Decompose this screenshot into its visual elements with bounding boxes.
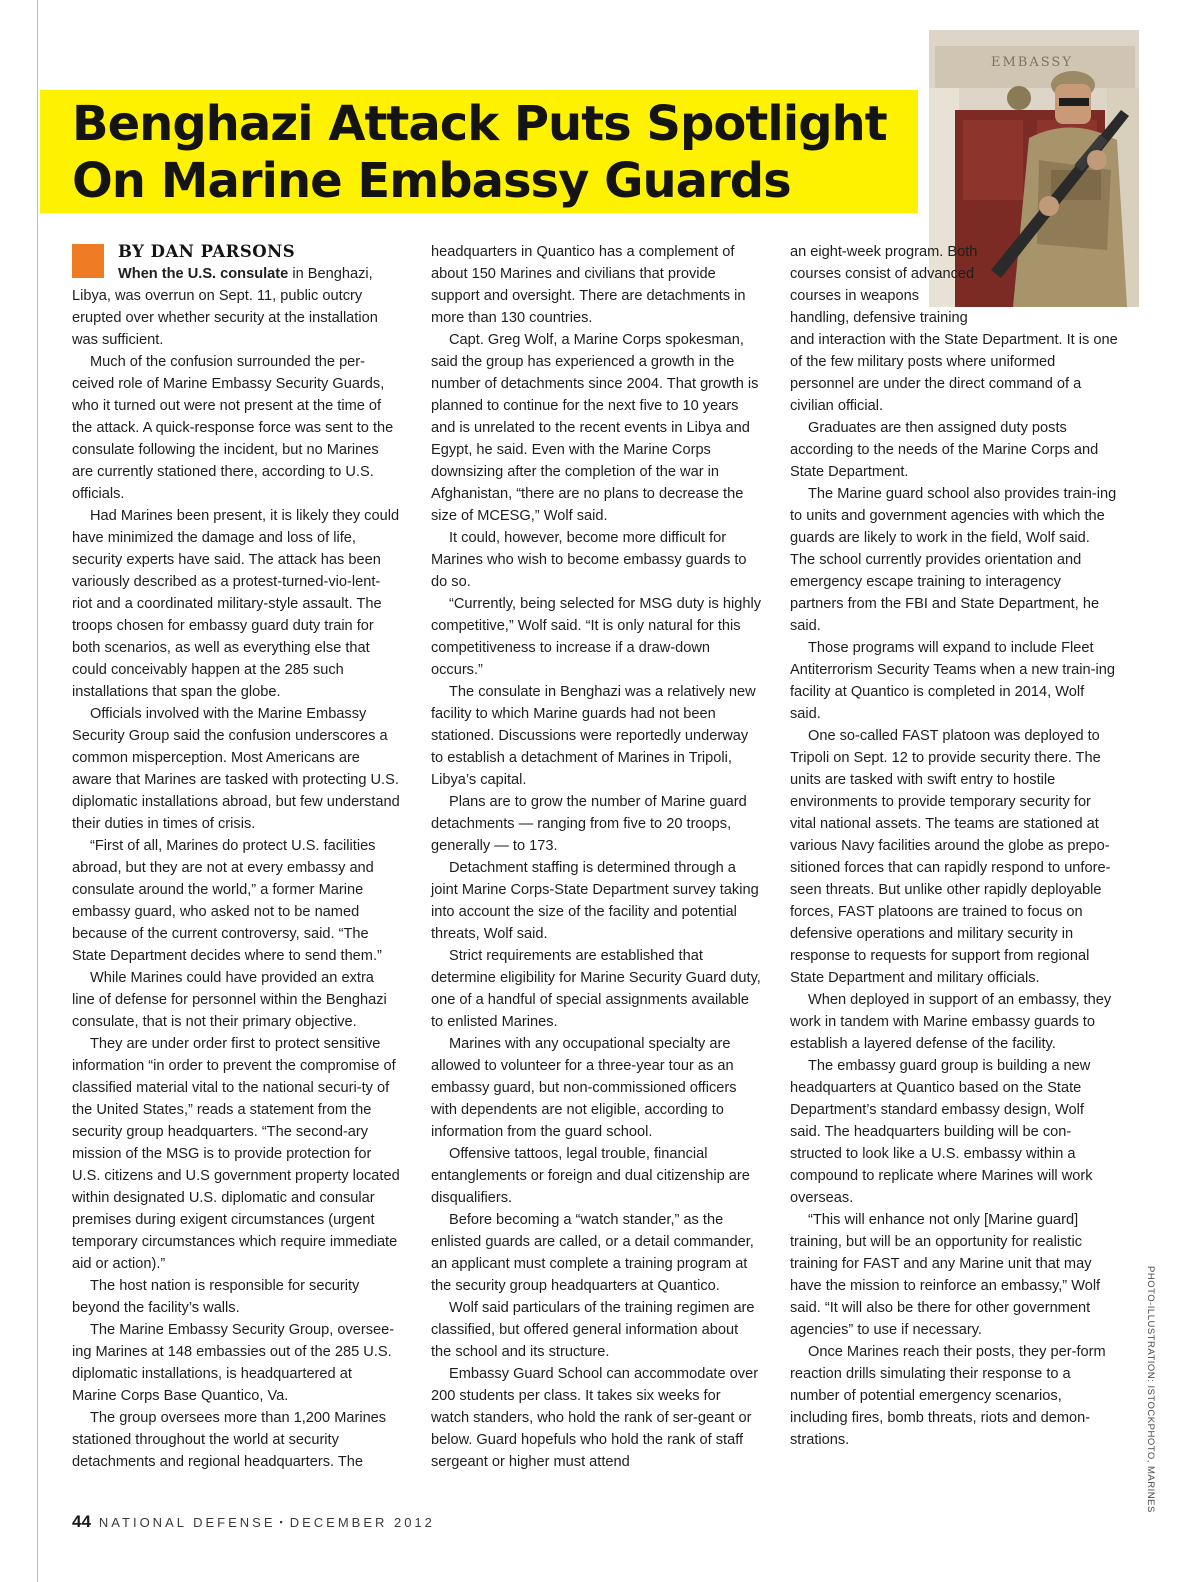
paragraph-continued: an eight-week program. Both courses consist of advanced courses in weapons handling, defensive training and interaction with the State Department. It is one of the few military posts where uniformed personnel are under the direct command of a civilian official. bbox=[790, 244, 1118, 414]
paragraph: Much of the confusion surrounded the per-ceived role of Marine Embassy Security Guards, who it turned out were not present at the time of the attack. A quick-response force was sent to the consulate following the incident, but no Marines are currently stationed there, according to U.S. officials. bbox=[72, 354, 394, 502]
publication-name: NATIONAL DEFENSE bbox=[98, 1515, 276, 1530]
paragraph: The embassy guard group is building a new headquarters at Quantico based on the State Department’s standard embassy design, Wolf said. The headquarters building will be con-structed to look like a U.S. embassy within a compound to replicate where Marines will work overseas. bbox=[790, 1058, 1093, 1206]
paragraph-continued: headquarters in Quantico has a complement of about 150 Marines and civilians that provide support and oversight. There are detachments in more than 130 countries. bbox=[431, 244, 746, 326]
paragraph: One so-called FAST platoon was deployed to Tripoli on Sept. 12 to provide security there. The units are tasked with swift entry to hostile environments to provide temporary security for vital national assets. The teams are stationed at various Navy facilities around the globe as prepo-sitioned forces that can rapidly respond to unfore-seen threats. But unlike other rapidly deployable forces, FAST platoons are trained to focus on defensive operations and military security in response to requests for support from regional State Department and military officials. bbox=[790, 728, 1111, 986]
paragraph: Those programs will expand to include Fleet Antiterrorism Security Teams when a new train-ing facility at Quantico is completed in 2014, Wolf said. bbox=[790, 640, 1115, 722]
section-marker bbox=[72, 244, 104, 278]
paragraph: Officials involved with the Marine Embassy Security Group said the confusion underscores a common misperception. Most Americans are aware that Marines are tasked with protecting U.S. diplomatic installations abroad, but few understand their duties in times of crisis. bbox=[72, 706, 400, 832]
lead-paragraph bbox=[72, 263, 400, 351]
paragraph: Detachment staffing is determined through a joint Marine Corps-State Department survey taking into account the size of the facility and potential threats, Wolf said. bbox=[431, 860, 759, 942]
article-headline bbox=[72, 96, 912, 210]
paragraph: The Marine guard school also provides train-ing to units and government agencies with which the guards are likely to work in the field, Wolf said. The school currently provides orientation and emergency escape training to interagency partners from the FBI and State Department, he said. bbox=[790, 486, 1117, 634]
page-number: 44 bbox=[72, 1512, 91, 1531]
article-column-1 bbox=[72, 241, 400, 1481]
paragraph: Embassy Guard School can accommodate over 200 students per class. It takes six weeks for watch standers, who hold the rank of ser-geant or below. Guard hopefuls who hold the rank of staff sergeant or higher must attend bbox=[431, 1366, 759, 1470]
paragraph: Marines with any occupational specialty are allowed to volunteer for a three-year tour as an embassy guard, but non-commissioned officers with dependents are not eligible, according to information from the guard school. bbox=[431, 1036, 737, 1140]
paragraph: While Marines could have provided an extra line of defense for personnel within the Benghazi consulate, that is not their primary objective. bbox=[72, 970, 387, 1030]
paragraph: They are under order first to protect sensitive information “in order to prevent the compromise of classified material vital to the national securi-ty of the United States,” reads a statement from the security group headquarters. “The second-ary mission of the MSG is to provide protection for U.S. citizens and U.S government property located within designated U.S. diplomatic and consular premises during exigent circumstances (urgent temporary circumstances which require immediate aid or action).” bbox=[72, 1036, 400, 1272]
lead-bold-text: When the U.S. consulate bbox=[118, 266, 289, 282]
paragraph: “This will enhance not only [Marine guard] training, but will be an opportunity for realistic training for FAST and any Marine unit that may have the mission to reinforce an embassy,” Wolf said. “It will also be there for other government agencies” to use if necessary. bbox=[790, 1212, 1101, 1338]
lead-text: in Benghazi, Libya, was overrun on Sept. 11, public outcry erupted over whether security at the installation was sufficient. bbox=[72, 266, 378, 348]
article-column-3 bbox=[790, 241, 1118, 1481]
byline: BY DAN PARSONS bbox=[118, 242, 296, 261]
paragraph: Had Marines been present, it is likely they could have minimized the damage and loss of life, security experts have said. The attack has been variously described as a protest-turned-vio-lent-riot and a coordinated military-style assault. The troops chosen for embassy guard duty train for both scenarios, as well as everything else that could conceivably happen at the 285 such installations that span the globe. bbox=[72, 508, 400, 700]
paragraph: The host nation is responsible for security beyond the facility’s walls. bbox=[72, 1278, 360, 1316]
paragraph: Before becoming a “watch stander,” as the enlisted guards are called, or a detail commander, an applicant must complete a training program at the security group headquarters at Quantico. bbox=[431, 1212, 754, 1294]
paragraph: When deployed in support of an embassy, they work in tandem with Marine embassy guards to establish a layered defense of the facility. bbox=[790, 992, 1112, 1052]
paragraph: Graduates are then assigned duty posts according to the needs of the Marine Corps and State Department. bbox=[790, 420, 1099, 480]
paragraph: Capt. Greg Wolf, a Marine Corps spokesman, said the group has experienced a growth in the number of detachments since 2004. That growth is planned to continue for the next five to 10 years and is unrelated to the recent events in Libya and Egypt, he said. Even with the Marine Corps downsizing after the completion of the war in Afghanistan, “there are no plans to decrease the size of MCESG,” Wolf said. bbox=[431, 332, 759, 524]
paragraph: Once Marines reach their posts, they per-form reaction drills simulating their response to a number of potential emergency scenarios, including fires, bomb threats, riots and demon-strations. bbox=[790, 1344, 1106, 1448]
issue-date: DECEMBER 2012 bbox=[289, 1515, 435, 1530]
paragraph: Strict requirements are established that determine eligibility for Marine Security Guard duty, one of a handful of special assignments available to enlisted Marines. bbox=[431, 948, 761, 1030]
paragraph: Wolf said particulars of the training regimen are classified, but offered general information about the school and its structure. bbox=[431, 1300, 755, 1360]
paragraph: “First of all, Marines do protect U.S. facilities abroad, but they are not at every embassy and consulate around the world,” a former Marine embassy guard, who asked not to be named because of the current controversy, said. “The State Department decides where to send them.” bbox=[72, 838, 382, 964]
paragraph: The group oversees more than 1,200 Marines stationed throughout the world at security detachments and regional headquarters. The bbox=[72, 1410, 387, 1470]
paragraph: Offensive tattoos, legal trouble, financial entanglements or foreign and dual citizenship are disqualifiers. bbox=[431, 1146, 750, 1206]
paragraph: The Marine Embassy Security Group, oversee-ing Marines at 148 embassies out of the 285 U.S. diplomatic installations, is headquartered at Marine Corps Base Quantico, Va. bbox=[72, 1322, 395, 1404]
embassy-sign: EMBASSY bbox=[991, 55, 1073, 70]
paragraph: The consulate in Benghazi was a relatively new facility to which Marine guards had not been stationed. Discussions were reportedly underway to establish a detachment of Marines in Tripoli, Libya’s capital. bbox=[431, 684, 756, 788]
paragraph: It could, however, become more difficult for Marines who wish to become embassy guards to do so. bbox=[431, 530, 747, 590]
headline-line-1: Benghazi Attack Puts Spotlight bbox=[72, 96, 887, 152]
page-footer bbox=[72, 1512, 435, 1532]
paragraph: “Currently, being selected for MSG duty is highly competitive,” Wolf said. “It is only natural for this competitiveness to increase if a draw-down occurs.” bbox=[431, 596, 762, 678]
article-column-2 bbox=[431, 241, 761, 1481]
photo-credit: PHOTO-ILLUSTRATION: ISTOCKPHOTO, MARINES bbox=[1145, 1266, 1156, 1513]
paragraph: Plans are to grow the number of Marine guard detachments — ranging from five to 20 troops, generally — to 173. bbox=[431, 794, 747, 854]
left-margin-rule bbox=[37, 0, 38, 1582]
footer-separator: ▪ bbox=[279, 1517, 286, 1527]
photo-wrap-space bbox=[980, 241, 1118, 329]
headline-line-2: On Marine Embassy Guards bbox=[72, 153, 791, 209]
